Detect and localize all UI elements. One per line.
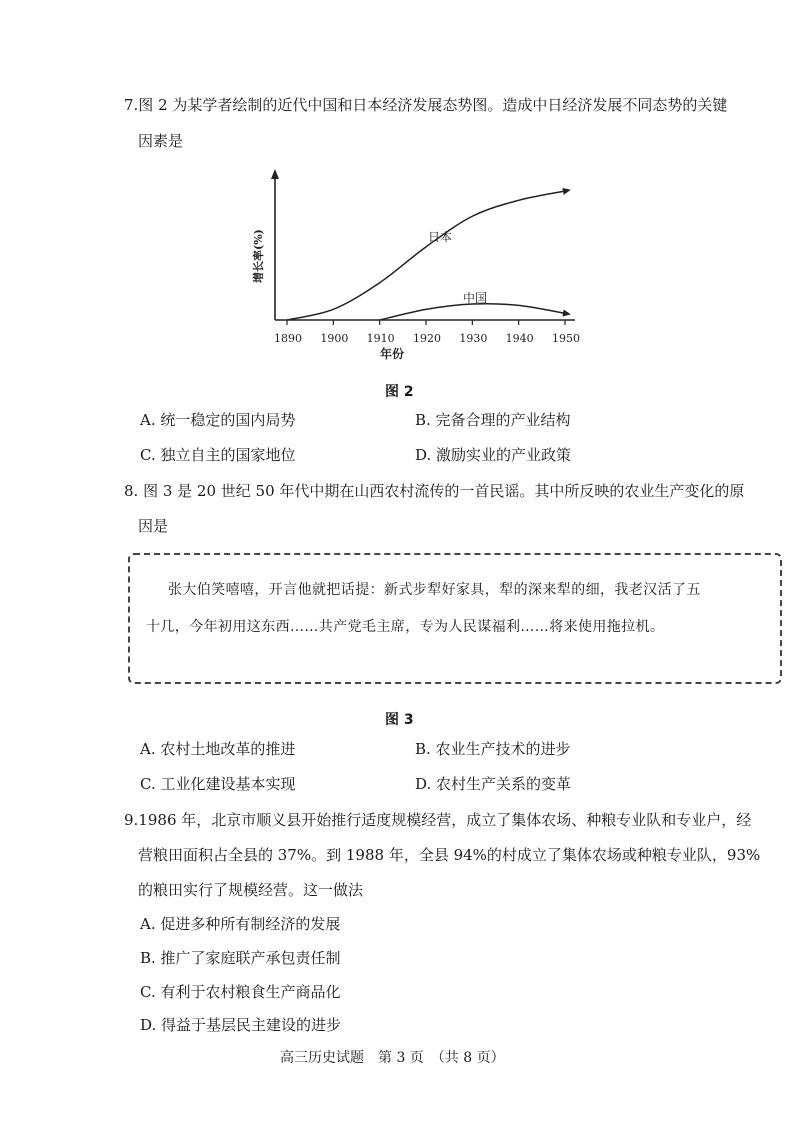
figure-3-caption: 图 3 <box>385 712 414 728</box>
series-label-japan: 日本 <box>428 230 453 244</box>
figure-2-caption: 图 2 <box>385 384 414 400</box>
y-axis-label: 增长率(%) <box>252 229 265 283</box>
x-tick-label-1950: 1950 <box>552 332 580 345</box>
series-arrow-japan <box>562 188 571 195</box>
q9-option-c[interactable]: C. 有利于农村粮食生产商品化 <box>140 983 341 1001</box>
q9-option-b[interactable]: B. 推广了家庭联产承包责任制 <box>140 949 341 967</box>
series-lines <box>287 188 571 320</box>
series-arrow-china <box>562 310 570 317</box>
q7-option-c[interactable]: C. 独立自主的国家地位 <box>140 446 296 464</box>
x-tick-label-1920: 1920 <box>413 332 441 345</box>
q8-stem-line2: 因是 <box>138 517 169 535</box>
series-line-china <box>380 304 565 320</box>
page-footer: 高三历史试题 第 3 页 （共 8 页） <box>280 1050 505 1066</box>
x-tick-label-1910: 1910 <box>366 332 395 345</box>
q8-stem-line1: 8. 图 3 是 20 世纪 50 年代中期在山西农村流传的一首民谣。其中所反映的农业生产变化的原 <box>124 482 745 500</box>
x-tick-label-1900: 1900 <box>320 332 349 345</box>
q8-option-a[interactable]: A. 农村土地改革的推进 <box>140 740 296 758</box>
q8-option-d[interactable]: D. 农村生产关系的变革 <box>415 775 572 793</box>
q9-stem-line1: 9.1986 年，北京市顺义县开始推行适度规模经营，成立了集体农场、种粮专业队和专业户，经 <box>124 811 752 829</box>
q7-option-a[interactable]: A. 统一稳定的国内局势 <box>140 411 296 429</box>
ballad-line1: 张大伯笑嘻嘻，开言他就把话提：新式步犁好家具，犁的深来犁的细，我老汉活了五 <box>168 582 701 598</box>
x-axis-label: 年份 <box>380 347 405 361</box>
q9-stem-line2: 营粮田面积占全县的 37%。到 1988 年，全县 94%的村成立了集体农场或种粮专业队，93% <box>138 846 761 864</box>
x-ticks <box>274 320 580 345</box>
q9-option-a[interactable]: A. 促进多种所有制经济的发展 <box>140 915 341 933</box>
x-tick-label-1940: 1940 <box>505 332 534 345</box>
series-label-china: 中国 <box>463 291 488 305</box>
series-line-japan <box>287 191 565 320</box>
figure-3-ballad-box <box>128 553 782 684</box>
q8-option-c[interactable]: C. 工业化建设基本实现 <box>140 775 296 793</box>
q7-option-b[interactable]: B. 完备合理的产业结构 <box>415 411 571 429</box>
chart-axes <box>271 169 575 320</box>
x-tick-label-1890: 1890 <box>274 332 302 345</box>
x-tick-label-1930: 1930 <box>459 332 488 345</box>
y-axis-arrow <box>271 169 279 179</box>
q7-stem-line2: 因素是 <box>138 132 184 150</box>
q8-option-b[interactable]: B. 农业生产技术的进步 <box>415 740 571 758</box>
ballad-line2: 十几，今年初用这东西……共产党毛主席，专为人民谋福利……将来使用拖拉机。 <box>146 619 665 635</box>
q7-option-d[interactable]: D. 激励实业的产业政策 <box>415 446 572 464</box>
q9-stem-line3: 的粮田实行了规模经营。这一做法 <box>138 881 364 899</box>
figure-2-chart <box>245 165 585 380</box>
q7-stem-line1: 7.图 2 为某学者绘制的近代中国和日本经济发展态势图。造成中日经济发展不同态势的关键 <box>124 96 728 114</box>
q9-option-d[interactable]: D. 得益于基层民主建设的进步 <box>140 1016 342 1034</box>
